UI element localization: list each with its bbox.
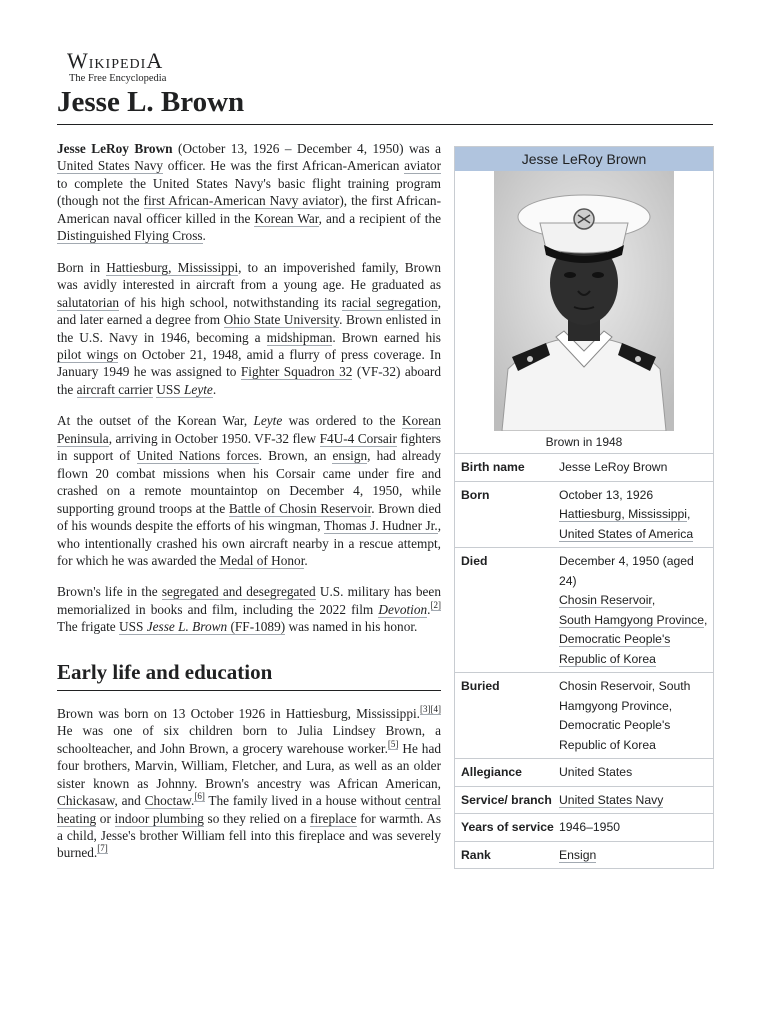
link-chosin-reservoir[interactable]: Chosin Reservoir: [559, 593, 652, 607]
link-korean-peninsula[interactable]: Korean Peninsula: [57, 413, 441, 446]
reference-4[interactable]: [4]: [430, 703, 441, 714]
reference-3[interactable]: [3]: [420, 703, 431, 714]
link-korean-war[interactable]: Korean War: [254, 210, 319, 226]
infobox-row-allegiance: Allegiance United States: [455, 758, 713, 786]
link-aviator[interactable]: aviator: [404, 158, 442, 174]
infobox-row-birth-name: Birth name Jesse LeRoy Brown: [455, 453, 713, 481]
link-choctaw[interactable]: Choctaw: [144, 793, 192, 809]
link-hattiesburg-mississippi[interactable]: Hattiesburg, Mississippi: [106, 259, 239, 275]
link-thomas-j-hudner-jr[interactable]: Thomas J. Hudner Jr.: [323, 518, 438, 534]
link-salutatorian[interactable]: salutatorian: [57, 294, 120, 310]
link-indoor-plumbing[interactable]: indoor plumbing: [114, 810, 204, 826]
paragraph-3: At the outset of the Korean War, Leyte was ordered to the Korean Peninsula, arriving in October 1950. VF-32 flew F4U-4 Corsair fighters in support of United Nations forces. Brown, an ensign, had already flown 20 combat missions when his Corsair came under fire and crashed on a remote mountaintop on December 4, 1950, while supporting ground troops at the Battle of Chosin Reservoir. Brown died of his wounds despite the efforts of his wingman, Thomas J. Hudner Jr., who intentionally crashed his own aircraft nearby in a rescue attempt, for which he was awarded the Medal of Honor.: [57, 413, 442, 568]
link-fighter-squadron-32[interactable]: Fighter Squadron 32: [240, 364, 353, 380]
link-united-nations-forces[interactable]: United Nations forces: [136, 448, 259, 464]
link-chickasaw[interactable]: Chickasaw: [57, 793, 115, 809]
link-ohio-state-university[interactable]: Ohio State University: [223, 312, 340, 328]
link-central-heating[interactable]: central heating: [57, 793, 441, 826]
portrait-photo[interactable]: [494, 171, 674, 431]
link-fireplace[interactable]: fireplace: [310, 810, 357, 826]
link-f4u-4-corsair[interactable]: F4U-4 Corsair: [319, 430, 397, 446]
infobox-row-rank: Rank Ensign: [455, 841, 713, 869]
section-heading-early-life: Early life and education: [57, 658, 441, 691]
infobox-row-buried: Buried Chosin Reservoir, South Hamgyong Province, Democratic People's Republic of Korea: [455, 672, 713, 758]
link-segregated-and-desegregated[interactable]: segregated and desegregated: [161, 584, 316, 600]
link-distinguished-flying-cross[interactable]: Distinguished Flying Cross: [57, 228, 203, 244]
reference-2[interactable]: [2]: [430, 599, 441, 610]
infobox-row-died: Died December 4, 1950 (aged 24) Chosin Reservoir, South Hamgyong Province, Democratic People's Republic of Korea: [455, 547, 713, 672]
link-hattiesburg[interactable]: Hattiesburg, Mississippi: [559, 507, 688, 521]
infobox: [454, 146, 714, 869]
wikipedia-logo[interactable]: [67, 50, 166, 85]
paragraph-lead: Jesse LeRoy Brown (October 13, 1926 – December 4, 1950) was a United States Navy officer. He was the first African-American aviator to complete the United States Navy's basic flight training program (though not the first African-American Navy aviator), the first African-American naval officer killed in the Korean War, and a recipient of the Distinguished Flying Cross.: [57, 141, 442, 244]
title-divider: [57, 124, 713, 125]
link-uss-jesse-l-brown[interactable]: USS Jesse L. Brown (FF-1089): [119, 619, 286, 635]
infobox-image-wrap: [455, 171, 713, 431]
link-uss-leyte[interactable]: USS Leyte: [156, 381, 213, 397]
paragraph-2: Born in Hattiesburg, Mississippi, to an impoverished family, Brown was avidly interested in aircraft from a young age. He graduated as salutatorian of his high school, notwithstanding its racial segregation, and later earned a degree from Ohio State University. Brown enlisted in the U.S. Navy in 1946, becoming a midshipman. Brown earned his pilot wings on October 21, 1948, amid a flurry of press coverage. In January 1949 he was assigned to Fighter Squadron 32 (VF-32) aboard the aircraft carrier USS Leyte.: [57, 259, 442, 397]
wikipedia-wordmark: WikipediA: [67, 48, 164, 73]
link-south-hamgyong[interactable]: South Hamgyong Province: [559, 612, 704, 627]
link-racial-segregation[interactable]: racial segregation: [341, 294, 438, 310]
paragraph-4: Brown's life in the segregated and desegregated U.S. military has been memorialized in books and film, including the 2022 film Devotion.[2] The frigate USS Jesse L. Brown (FF-1089) was named in his honor.: [57, 584, 441, 635]
paragraph-5: Brown was born on 13 October 1926 in Hattiesburg, Mississippi.[3][4] He was one of six children born to Julia Lindsey Brown, a schoolteacher, and John Brown, a grocery warehouse worker.[5] He had four brothers, Marvin, William, Fletcher, and Lura, as well as an older sister known as Johnny. Brown's ancestry was African American, Chickasaw, and Choctaw.[6] The family lived in a house without central heating or indoor plumbing so they relied on a fireplace for warmth. As a child, Jesse's brother William fell into this fireplace and was severely burned.[7]: [57, 703, 442, 861]
link-medal-of-honor[interactable]: Medal of Honor: [219, 552, 305, 568]
infobox-row-service-branch: Service/ branch United States Navy: [455, 786, 713, 814]
link-aircraft-carrier[interactable]: aircraft carrier: [76, 381, 153, 397]
link-usa[interactable]: United States of America: [559, 526, 694, 541]
reference-5[interactable]: [5]: [387, 738, 399, 749]
link-ensign[interactable]: ensign: [332, 448, 368, 464]
infobox-row-years-of-service: Years of service 1946–1950: [455, 813, 713, 841]
infobox-row-born: Born October 13, 1926 Hattiesburg, Mississippi, United States of America: [455, 481, 713, 548]
link-first-african-american-navy-aviator[interactable]: first African-American Navy aviator: [143, 193, 340, 209]
link-battle-of-chosin-reservoir[interactable]: Battle of Chosin Reservoir: [228, 500, 372, 516]
link-us-navy[interactable]: United States Navy: [559, 792, 664, 807]
reference-6[interactable]: [6]: [194, 791, 205, 802]
link-ensign-rank[interactable]: Ensign: [559, 847, 597, 862]
link-devotion-film[interactable]: Devotion: [378, 601, 428, 617]
article-body: [57, 140, 441, 876]
link-pilot-wings[interactable]: pilot wings: [57, 346, 119, 362]
link-united-states-navy[interactable]: United States Navy: [57, 158, 164, 174]
link-midshipman[interactable]: midshipman: [266, 329, 333, 345]
reference-7[interactable]: [7]: [97, 843, 108, 854]
infobox-header: Jesse LeRoy Brown: [455, 147, 713, 171]
page-title: Jesse L. Brown: [57, 86, 245, 118]
link-dprk[interactable]: Democratic People's Republic of Korea: [559, 632, 671, 666]
wikipedia-tagline: The Free Encyclopedia: [69, 73, 167, 84]
infobox-caption: Brown in 1948: [545, 435, 623, 449]
